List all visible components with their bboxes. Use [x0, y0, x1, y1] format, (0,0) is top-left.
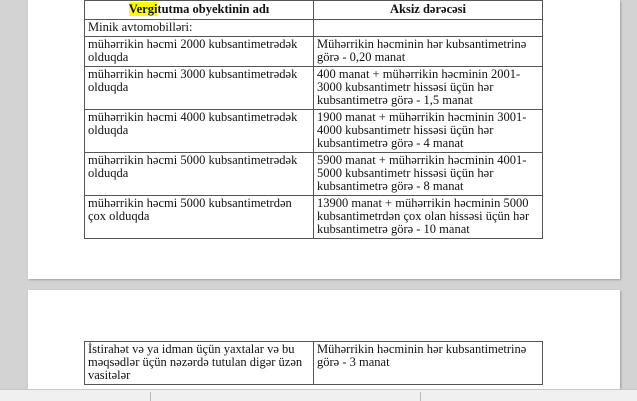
rate-cell: 1900 manat + mühərrikin həcminin 3001-4000 kubsantimetr hissəsi üçün hər kubsantimetrə görə - 4 manat [314, 110, 543, 153]
section-empty-cell [314, 20, 543, 37]
excise-rate-table-continued [84, 341, 543, 385]
table-row [85, 153, 543, 196]
document-page-2 [28, 290, 620, 400]
section-row [85, 20, 543, 37]
object-cell: mühərrikin həcmi 3000 kubsantimetrədək olduqda [85, 67, 314, 110]
object-cell: mühərrikin həcmi 5000 kubsantimetrədək olduqda [85, 153, 314, 196]
table-header-row [85, 1, 543, 20]
object-cell: mühərrikin həcmi 2000 kubsantimetrədək olduqda [85, 37, 314, 67]
object-cell: mühərrikin həcmi 5000 kubsantimetrdən çox olduqda [85, 196, 314, 239]
section-label: Minik avtomobilləri: [85, 20, 314, 37]
table-row [85, 110, 543, 153]
status-bar [0, 389, 637, 401]
table-row [85, 37, 543, 67]
document-page-1 [28, 0, 620, 279]
header-excise-rate: Aksiz dərəcəsi [314, 1, 543, 20]
object-cell: İstirahət və ya idman üçün yaxtalar və bu məqsədlər üçün nəzərdə tutulan digər üzən vasitələr [85, 342, 314, 385]
table-row [85, 196, 543, 239]
table-row [85, 67, 543, 110]
header-object-name-text: tutma obyektinin adı [157, 2, 270, 16]
rate-cell: 5900 manat + mühərrikin həcminin 4001-5000 kubsantimetr hissəsi üçün hər kubsantimetrə görə - 8 manat [314, 153, 543, 196]
header-object-name [85, 1, 314, 20]
excise-rate-table [84, 0, 543, 239]
rate-cell: 13900 manat + mühərrikin həcminin 5000 kubsantimetrdən çox olan hissəsi üçün hər kubsantimetrə görə - 10 manat [314, 196, 543, 239]
rate-cell: Mühərrikin həcminin hər kubsantimetrinə görə - 0,20 manat [314, 37, 543, 67]
object-cell: mühərrikin həcmi 4000 kubsantimetrədək olduqda [85, 110, 314, 153]
search-highlight: Vergi [128, 2, 158, 16]
rate-cell: Mühərrikin həcminin hər kubsantimetrinə görə - 3 manat [314, 342, 543, 385]
rate-cell: 400 manat + mühərrikin həcminin 2001-3000 kubsantimetr hissəsi üçün hər kubsantimetrə görə - 1,5 manat [314, 67, 543, 110]
table-row [85, 342, 543, 385]
